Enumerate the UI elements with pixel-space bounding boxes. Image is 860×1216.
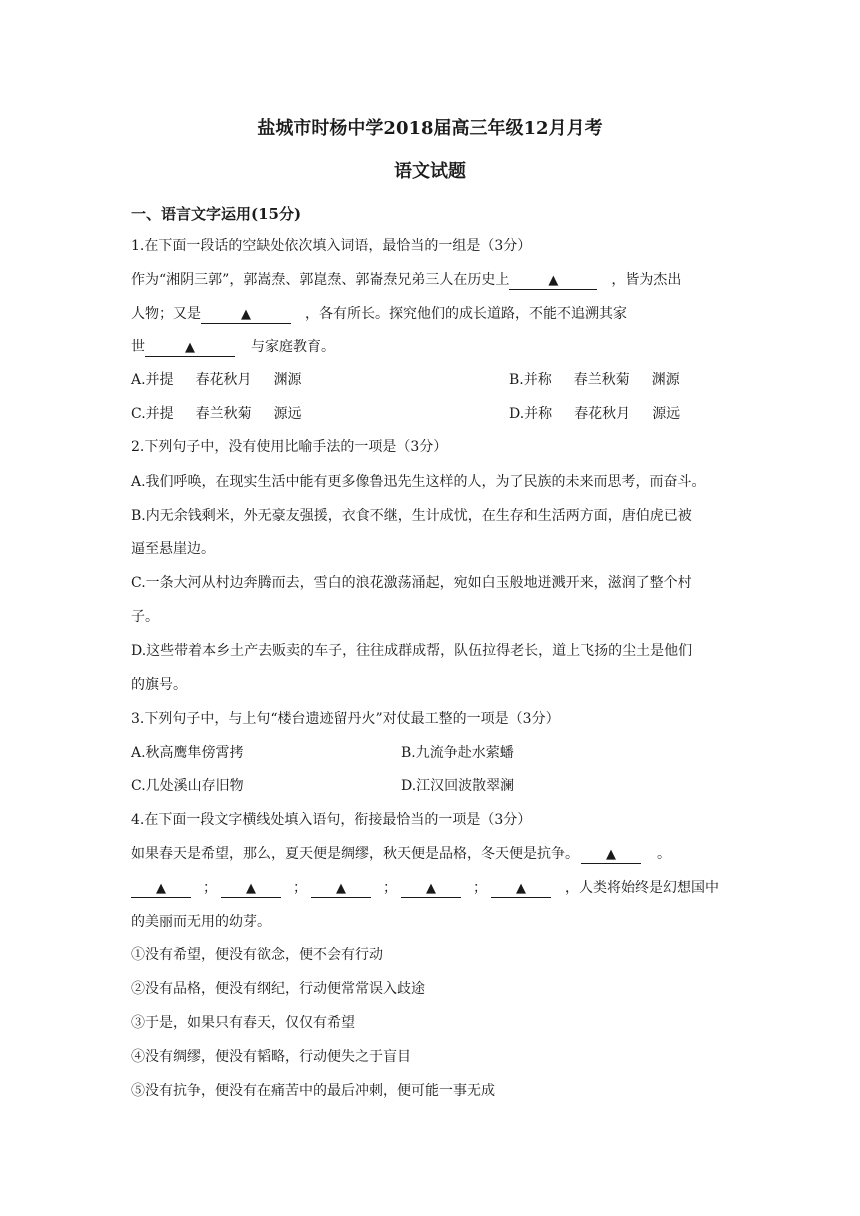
triangle-icon: ▲ (246, 881, 256, 896)
triangle-icon: ▲ (185, 340, 195, 355)
triangle-icon: ▲ (336, 881, 346, 896)
option-a: A.秋高鹰隼傍霄拷 (131, 745, 244, 761)
q2-option-c: C.一条大河从村边奔腾而去，雪白的浪花激荡涌起，宛如白玉般地迸溅开来，滋润了整个村 (131, 575, 692, 591)
q1-passage-line-2 (131, 304, 627, 324)
triangle-icon: ▲ (426, 881, 436, 896)
answer-blank (131, 880, 191, 898)
option-b: B.九流争赴水萦蟠 (401, 745, 514, 761)
section-heading: 一、语言文字运用(15分) (131, 205, 302, 223)
q4-passage-line-3: 的美丽而无用的幼芽。 (131, 914, 271, 930)
exam-title: 盐城市时杨中学2018届高三年级12月月考 (257, 118, 603, 139)
triangle-icon: ▲ (516, 881, 526, 896)
separator: ； (473, 880, 487, 896)
q2-option-b-cont: 逼至悬崖边。 (131, 541, 215, 557)
answer-blank (311, 880, 371, 898)
q2-stem: 2.下列句子中，没有使用比喻手法的一项是（3分） (131, 439, 448, 455)
q4-item-3: ③于是，如果只有春天，仅仅有希望 (131, 1015, 355, 1031)
q1-text: ，各有所长。探究他们的成长道路，不能不追溯其家 (305, 306, 627, 322)
q4-item-5: ⑤没有抗争，便没有在痛苦中的最后冲刺，便可能一事无成 (131, 1083, 495, 1099)
q4-text: 如果春天是希望，那么，夏天便是绸缪，秋天便是品格，冬天便是抗争。 (131, 846, 579, 862)
triangle-icon: ▲ (548, 273, 559, 288)
triangle-icon: ▲ (156, 881, 166, 896)
q4-passage-line-1 (131, 844, 671, 864)
q1-passage-line-1 (131, 270, 681, 290)
q1-passage-line-3 (131, 337, 335, 357)
q2-option-d: D.这些带着本乡土产去贩卖的车子，往往成群成帮，队伍拉得老长，道上飞扬的尘土是他们 (131, 643, 693, 659)
q3-stem: 3.下列句子中，与上句“楼台遗迹留丹火”对仗最工整的一项是（3分） (131, 711, 560, 727)
exam-subtitle: 语文试题 (394, 161, 466, 182)
separator: ； (203, 880, 217, 896)
triangle-icon: ▲ (606, 847, 616, 862)
separator: ； (293, 880, 307, 896)
option-c: C.几处溪山存旧物 (131, 778, 244, 794)
q2-option-a: A.我们呼唤，在现实生活中能有更多像鲁迅先生这样的人，为了民族的未来而思考，而奋斗。 (131, 474, 706, 490)
q1-text: 与家庭教育。 (251, 339, 335, 355)
q4-item-4: ④没有绸缪，便没有韬略，行动便失之于盲目 (131, 1049, 411, 1065)
answer-blank (509, 272, 597, 290)
option-c: C.并提 春兰秋菊 源远 (131, 406, 302, 422)
q2-option-c-cont: 子。 (131, 609, 159, 625)
q4-text: 。 (657, 846, 671, 862)
q4-item-1: ①没有希望，便没有欲念，便不会有行动 (131, 947, 383, 963)
q4-text: ，人类将始终是幻想国中 (565, 880, 719, 896)
answer-blank (201, 306, 291, 324)
q4-passage-line-2 (131, 878, 719, 898)
answer-blank (581, 846, 641, 864)
q2-option-d-cont: 的旗号。 (131, 677, 187, 693)
separator: ； (383, 880, 397, 896)
answer-blank (145, 339, 235, 357)
option-d: D.并称 春花秋月 源远 (509, 406, 681, 422)
q1-text: 世 (131, 339, 145, 355)
q4-item-2: ②没有品格，便没有纲纪，行动便常常误入歧途 (131, 981, 425, 997)
q1-text: ，皆为杰出 (611, 272, 682, 288)
option-d: D.江汉回波散翠澜 (401, 778, 515, 794)
q1-text: 作为“湘阴三郭”，郭嵩焘、郭崑焘、郭崙焘兄弟三人在历史上 (131, 272, 510, 288)
option-b: B.并称 春兰秋菊 渊源 (509, 372, 680, 388)
q1-stem: 1.在下面一段话的空缺处依次填入词语，最恰当的一组是（3分） (131, 238, 532, 254)
triangle-icon: ▲ (241, 307, 251, 322)
option-a: A.并提 春花秋月 渊源 (131, 372, 302, 388)
answer-blank (221, 880, 281, 898)
q4-stem: 4.在下面一段文字横线处填入语句，衔接最恰当的一项是（3分） (131, 812, 532, 828)
answer-blank (401, 880, 461, 898)
answer-blank (491, 880, 551, 898)
q1-text: 人物；又是 (131, 306, 201, 322)
q2-option-b: B.内无余钱剩米，外无豪友强援，衣食不继，生计成忧，在生存和生活两方面，唐伯虎已被 (131, 508, 692, 524)
